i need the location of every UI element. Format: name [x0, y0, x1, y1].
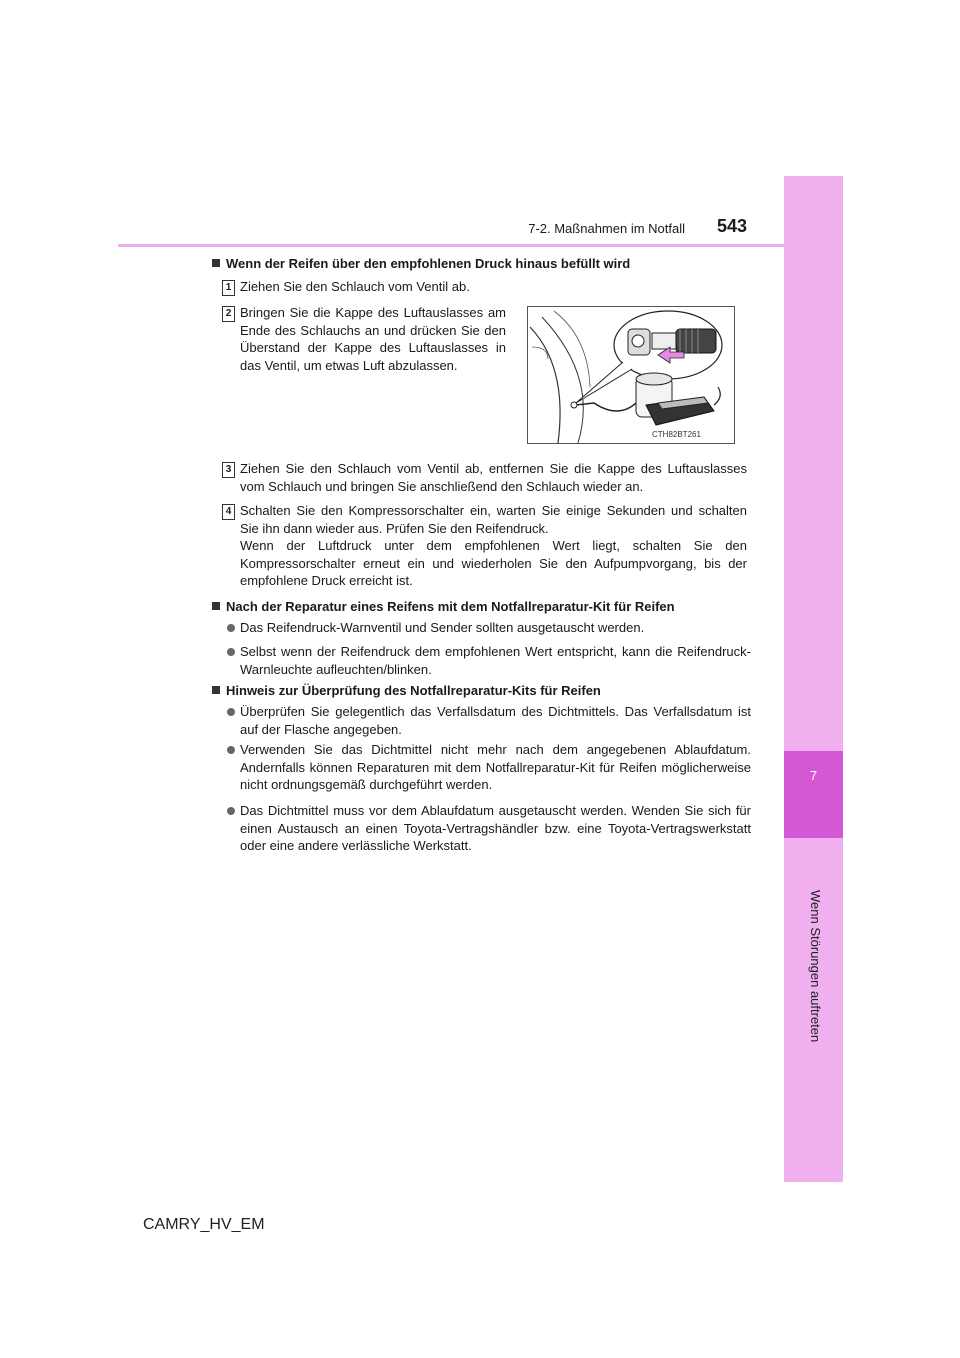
section-heading-kit-check: [212, 683, 601, 698]
figure-code: CTH82BT261: [652, 430, 701, 439]
bullet-icon: [227, 807, 235, 815]
step-number: 4: [222, 504, 235, 520]
page-number: 543: [717, 216, 748, 236]
step-number: 1: [222, 280, 235, 296]
tire-valve-illustration: [528, 307, 734, 443]
bullet-text: Verwenden Sie das Dichtmittel nicht mehr nach dem angegebenen Ablaufdatum. Andernfalls können Reparaturen mit dem Notfallreparatur-Kit für Reifen möglicherweise nicht ordnungsgemäß durchgeführt werden.: [240, 742, 751, 792]
square-bullet-icon: [212, 602, 220, 610]
bullet-icon: [227, 648, 235, 656]
bullet-icon: [227, 708, 235, 716]
step-text: [240, 502, 747, 590]
header-divider: [118, 244, 784, 247]
bullet-text: Selbst wenn der Reifendruck dem empfohlenen Wert entspricht, kann die Reifendruck-Warnleuchte aufleuchten/blinken.: [240, 644, 751, 677]
step-number: 3: [222, 462, 235, 478]
step-text: Ziehen Sie den Schlauch vom Ventil ab.: [240, 279, 470, 294]
bullet-text: Das Dichtmittel muss vor dem Ablaufdatum ausgetauscht werden. Wenden Sie sich für einen Austausch an einen Toyota-Vertragshändler bzw. eine Toyota-Vertragswerkstatt oder eine andere verlässliche Werkstatt.: [240, 803, 751, 853]
chapter-title: Wenn Störungen auftreten: [808, 889, 823, 1043]
heading-text: Nach der Reparatur eines Reifens mit dem Notfallreparatur-Kit für Reifen: [226, 599, 675, 614]
step-text-line1: Schalten Sie den Kompressorschalter ein, warten Sie einige Sekunden und schalten Sie ihn dann wieder aus. Prüfen Sie den Reifendruck.: [240, 503, 747, 536]
chapter-number: 7: [809, 768, 818, 783]
step-number: 2: [222, 306, 235, 322]
bullet-text: Überprüfen Sie gelegentlich das Verfallsdatum des Dichtmittels. Das Verfallsdatum ist auf der Flasche angegeben.: [240, 704, 751, 737]
chapter-tab[interactable]: [784, 751, 843, 838]
square-bullet-icon: [212, 686, 220, 694]
footer-doc-code: CAMRY_HV_EM: [143, 1216, 265, 1233]
section-heading-after-repair: [212, 599, 675, 614]
step-text: Ziehen Sie den Schlauch vom Ventil ab, entfernen Sie die Kappe des Luftauslasses vom Schlauch und bringen Sie anschließend den Schlauch wieder an.: [240, 461, 747, 494]
section-heading-overinflated: [212, 256, 630, 271]
section-title: 7-2. Maßnahmen im Notfall: [528, 221, 685, 236]
bullet-icon: [227, 624, 235, 632]
illustration-tire-compressor: [527, 306, 735, 444]
square-bullet-icon: [212, 259, 220, 267]
step-text-line2: Wenn der Luftdruck unter dem empfohlenen Wert liegt, schalten Sie den Kompressorschalter erneut ein und wiederholen Sie den Aufpumpvorgang, bis der empfohlene Druck erreicht ist.: [240, 538, 747, 588]
step-text: Bringen Sie die Kappe des Luftauslasses am Ende des Schlauchs an und drücken Sie den Überstand der Kappe des Luftauslasses in das Ventil, um etwas Luft abzulassen.: [240, 305, 506, 373]
heading-text: Wenn der Reifen über den empfohlenen Druck hinaus befüllt wird: [226, 256, 631, 271]
bullet-icon: [227, 746, 235, 754]
bullet-text: Das Reifendruck-Warnventil und Sender sollten ausgetauscht werden.: [240, 620, 645, 635]
heading-text: Hinweis zur Überprüfung des Notfallreparatur-Kits für Reifen: [226, 683, 601, 698]
